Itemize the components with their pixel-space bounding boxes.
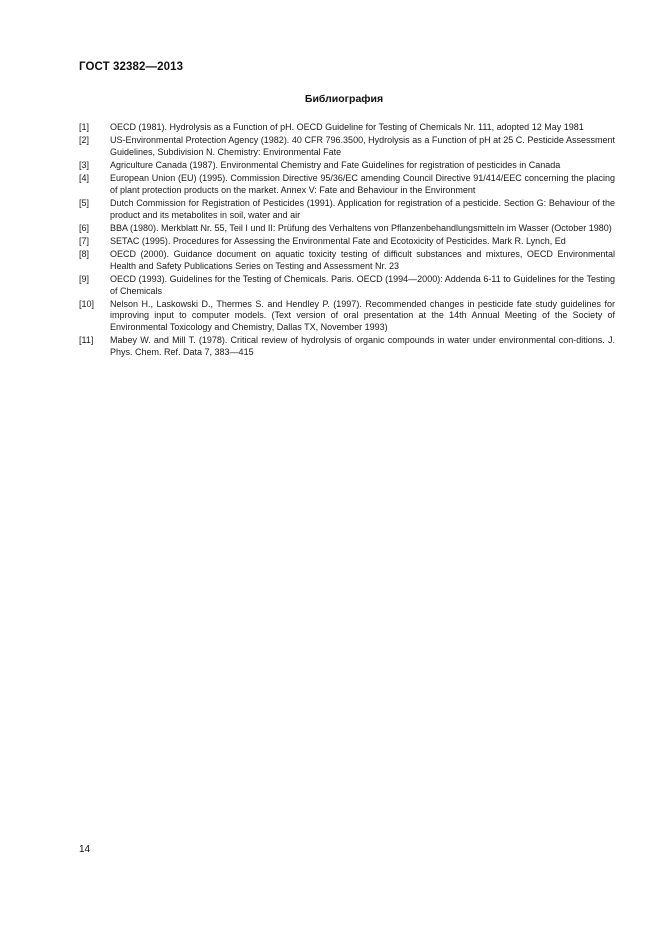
reference-item <box>79 160 615 172</box>
reference-text: BBA (1980). Merkblatt Nr. 55, Teil I und II: Prüfung des Verhaltens von Pflanzenbehandlungsmitteln im Wasser (October 1980) <box>110 222 612 233</box>
reference-number: [5] <box>79 197 90 208</box>
reference-text: Nelson H., Laskowski D., Thermes S. and Hendley P. (1997). Recommended changes in pesticide fate study guidelines for improving input to computer models. (Text version of oral presentation at the 14th Annual Meeting of the Society of Environmental Toxicology and Chemistry, Dallas TX, November 1993) <box>110 298 615 333</box>
reference-number: [8] <box>79 248 90 259</box>
reference-text: SETAC (1995). Procedures for Assessing the Environmental Fate and Ecotoxicity of Pesticides. Mark R. Lynch, Ed <box>110 235 566 246</box>
reference-item <box>79 299 615 335</box>
reference-number: [11] <box>79 335 94 346</box>
bibliography-title: Библиография <box>304 93 384 105</box>
reference-text: US-Environmental Protection Agency (1982). 40 CFR 796.3500, Hydrolysis as a Function of pH at 25 C. Pesticide Assessment Guidelines, Subdivision N. Chemistry: Environmental Fate <box>110 135 615 157</box>
reference-list <box>79 122 615 360</box>
reference-number: [9] <box>79 273 90 284</box>
reference-item <box>79 274 615 298</box>
reference-item <box>79 249 615 273</box>
reference-item <box>79 223 615 235</box>
reference-text: OECD (1993). Guidelines for the Testing of Chemicals. Paris. OECD (1994—2000): Addenda 6-11 to Guidelines for the Testing of Chemicals <box>110 273 615 296</box>
reference-text: OECD (2000). Guidance document on aquatic toxicity testing of difficult substances and mixtures, OECD Environmental Health and Safety Publications Series on Testing and Assessment Nr. 23 <box>110 248 615 271</box>
reference-number: [3] <box>79 159 90 170</box>
reference-item <box>79 335 615 359</box>
reference-text: Agriculture Canada (1987). Environmental Chemistry and Fate Guidelines for registration of pesticides in Canada <box>110 159 561 170</box>
reference-number: [4] <box>79 172 90 183</box>
reference-text: Mabey W. and Mill T. (1978). Critical review of hydrolysis of organic compounds in water under environmental con-ditions. J. Phys. Chem. Ref. Data 7, 383—415 <box>110 335 615 358</box>
page-number: 14 <box>79 844 91 855</box>
reference-item <box>79 198 615 222</box>
reference-text: OECD (1981). Hydrolysis as a Function of pH. OECD Guideline for Testing of Chemicals Nr. 111, adopted 12 May 1981 <box>110 122 584 132</box>
reference-text: European Union (EU) (1995). Commission Directive 95/36/EC amending Council Directive 91/414/EEC concerning the placing of plant protection products on the market. Annex V: Fate and Behaviour in the Environment <box>110 172 615 195</box>
reference-item <box>79 173 615 197</box>
reference-number: [10] <box>79 298 95 309</box>
standard-code-header: ГОСТ 32382—2013 <box>79 61 184 73</box>
reference-number: [2] <box>79 135 90 145</box>
reference-item <box>79 236 615 248</box>
reference-text: Dutch Commission for Registration of Pesticides (1991). Application for registration of a pesticide. Section G: Behaviour of the product and its metabolites in soil, water and air <box>110 197 615 220</box>
reference-item <box>79 122 615 134</box>
reference-number: [1] <box>79 122 90 132</box>
reference-number: [7] <box>79 235 90 246</box>
reference-number: [6] <box>79 222 90 233</box>
reference-item <box>79 135 615 159</box>
